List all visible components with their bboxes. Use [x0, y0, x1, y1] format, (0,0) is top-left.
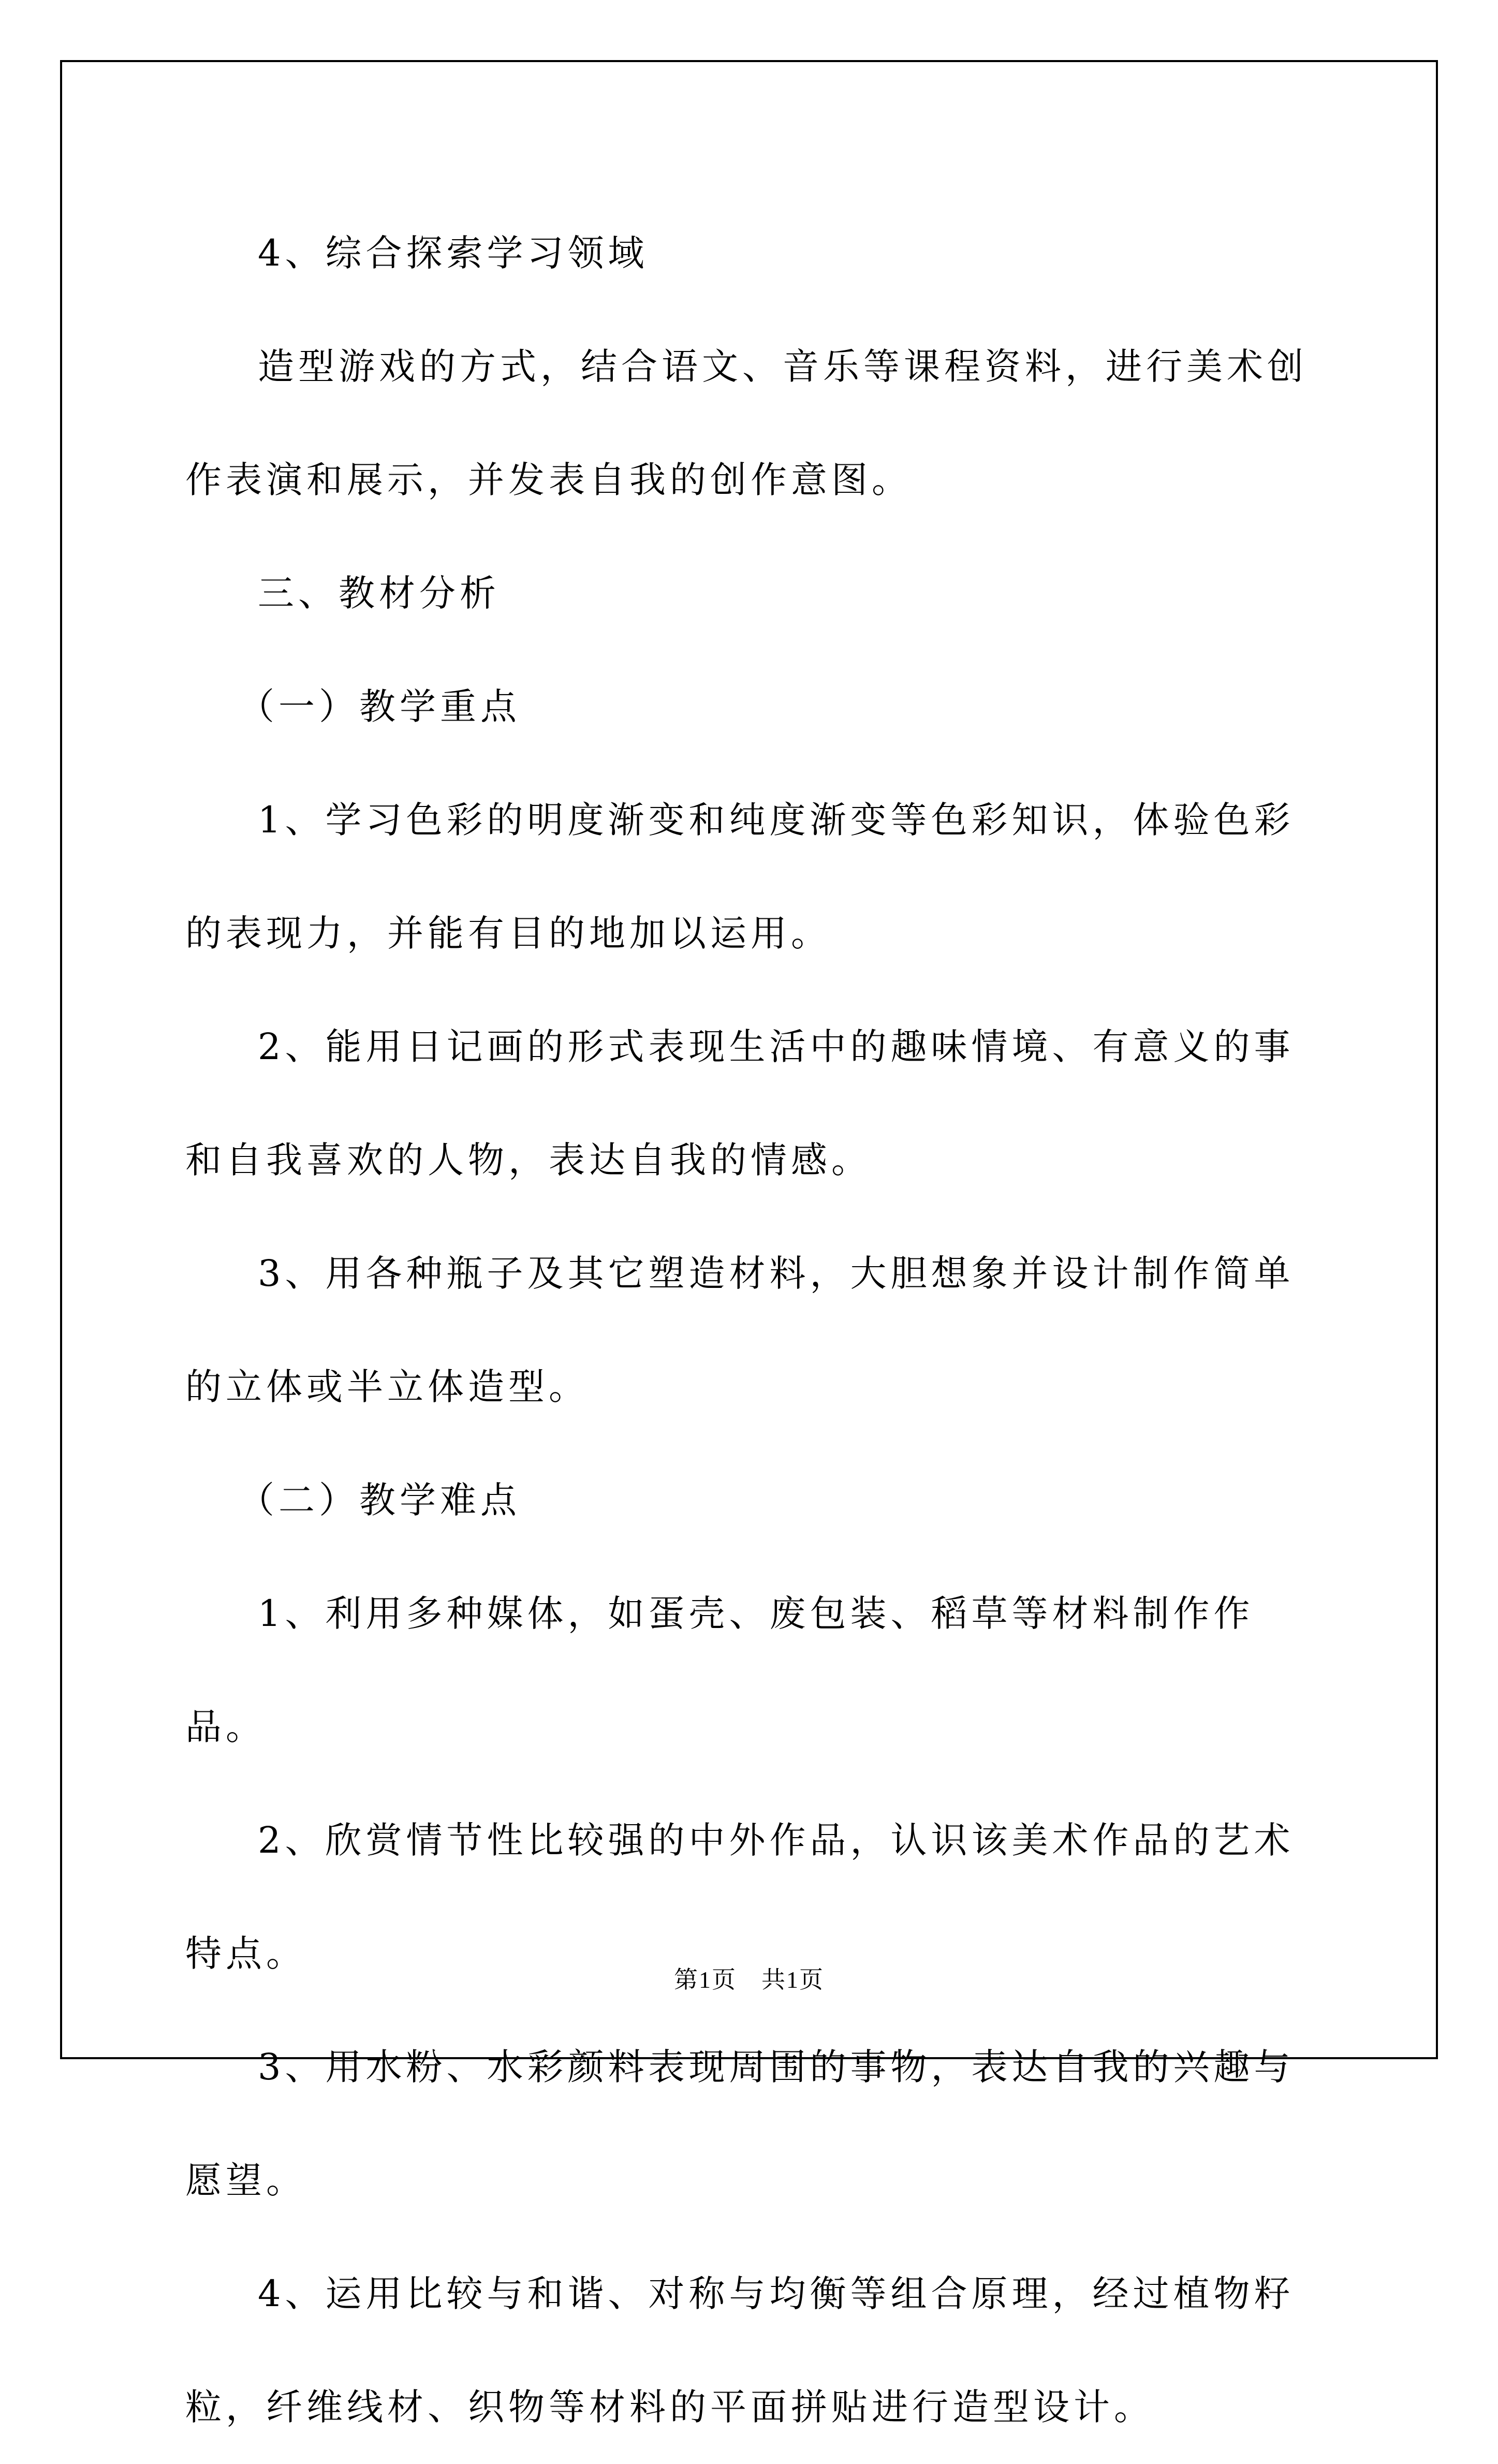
paragraph: 3、用水粉、水彩颜料表现周围的事物，表达自我的兴趣与愿望。 [185, 2046, 1295, 2202]
paragraph: 1、利用多种媒体，如蛋壳、废包装、稻草等材料制作作品。 [185, 1592, 1254, 1748]
page-footer: 第1页 共1页 [674, 1967, 824, 1993]
subsection-heading: （一）教学重点 [238, 685, 521, 728]
paragraph: 造型游戏的方式，结合语文、音乐等课程资料，进行美术创作表演和展示，并发表自我的创作意图。 [185, 345, 1308, 501]
paragraph: 2、欣赏情节性比较强的中外作品，认识该美术作品的艺术特点。 [185, 1819, 1295, 1975]
paragraph: 3、用各种瓶子及其它塑造材料，大胆想象并设计制作简单的立体或半立体造型。 [185, 1252, 1295, 1408]
paragraph: 1、学习色彩的明度渐变和纯度渐变等色彩知识，体验色彩的表现力，并能有目的地加以运用。 [185, 799, 1295, 955]
document-body [185, 197, 1329, 2464]
section-heading: 三、教材分析 [258, 572, 500, 614]
paragraph-heading-4: 4、综合探索学习领域 [258, 232, 649, 274]
subsection-heading: （二）教学难点 [238, 1479, 521, 1521]
paragraph: 4、运用比较与和谐、对称与均衡等组合原理，经过植物籽粒，纤维线材、织物等材料的平面拼贴进行造型设计。 [185, 2272, 1295, 2428]
paragraph: 2、能用日记画的形式表现生活中的趣味情境、有意义的事和自我喜欢的人物，表达自我的情感。 [185, 1025, 1295, 1181]
